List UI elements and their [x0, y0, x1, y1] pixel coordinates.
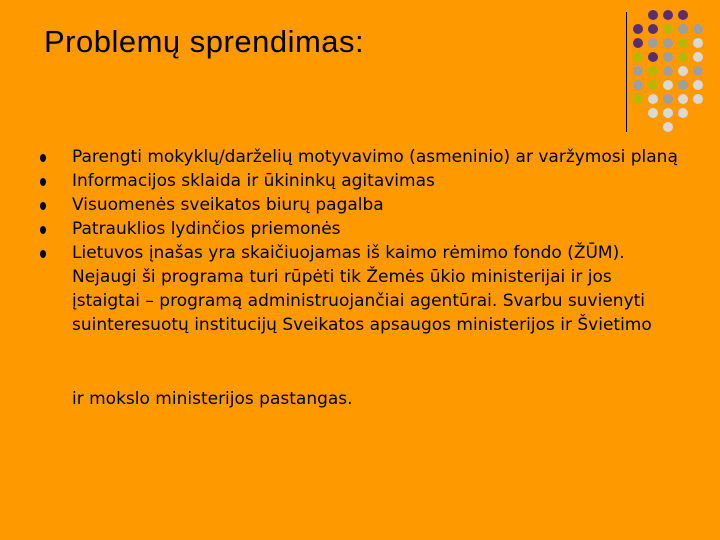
dot: [648, 24, 658, 34]
decorative-dot-grid: [640, 10, 720, 130]
dot: [678, 94, 688, 104]
dot: [633, 80, 643, 90]
dot: [648, 80, 658, 90]
bullet-icon: [40, 154, 46, 162]
dot: [648, 10, 658, 20]
dot: [633, 94, 643, 104]
dot: [678, 66, 688, 76]
dot: [663, 122, 673, 132]
dot: [678, 38, 688, 48]
divider-line: [626, 12, 627, 132]
dot: [633, 24, 643, 34]
dot: [693, 38, 703, 48]
dot: [648, 52, 658, 62]
continuation-text: ir mokslo ministerijos pastangas.: [72, 389, 353, 409]
dot: [633, 38, 643, 48]
dot: [678, 80, 688, 90]
bullet-icon: [40, 202, 46, 210]
list-item: [40, 241, 680, 337]
bullet-text: Patrauklios lydinčios priemonės: [72, 219, 341, 239]
dot: [648, 38, 658, 48]
bullet-icon: [40, 250, 46, 258]
dot: [663, 10, 673, 20]
dot: [693, 24, 703, 34]
dot: [693, 80, 703, 90]
list-item: [40, 169, 680, 193]
bullet-icon: [40, 226, 46, 234]
bullet-text: Lietuvos įnašas yra skaičiuojamas iš kaimo rėmimo fondo (ŽŪM). Nejaugi ši programa turi rūpėti tik Žemės ūkio ministerijai ir jos įstaigtai – programą administruojančiai agentūrai. Svarbu suvienyti suinteresuotų institucijų Sveikatos apsaugos ministerijos ir Švietimo: [72, 243, 652, 335]
bullet-list: [40, 145, 680, 337]
dot: [678, 52, 688, 62]
dot: [693, 94, 703, 104]
list-item: [40, 145, 680, 169]
dot: [633, 52, 643, 62]
bullet-text: Visuomenės sveikatos biurų pagalba: [72, 195, 384, 215]
dot: [678, 24, 688, 34]
slide-title: Problemų sprendimas:: [44, 24, 365, 59]
dot: [693, 52, 703, 62]
dot: [648, 66, 658, 76]
dot: [633, 66, 643, 76]
bullet-text: Informacijos sklaida ir ūkininkų agitavimas: [72, 171, 435, 191]
bullet-icon: [40, 178, 46, 186]
list-item: [40, 193, 680, 217]
dot: [678, 108, 688, 118]
dot: [678, 10, 688, 20]
dot: [663, 24, 673, 34]
dot: [663, 94, 673, 104]
dot: [693, 66, 703, 76]
list-item: [40, 217, 680, 241]
dot: [648, 108, 658, 118]
dot: [663, 66, 673, 76]
dot: [663, 52, 673, 62]
dot: [648, 94, 658, 104]
dot: [663, 38, 673, 48]
dot: [663, 108, 673, 118]
bullet-text: Parengti mokyklų/darželių motyvavimo (asmeninio) ar varžymosi planą: [72, 147, 678, 167]
dot: [663, 80, 673, 90]
